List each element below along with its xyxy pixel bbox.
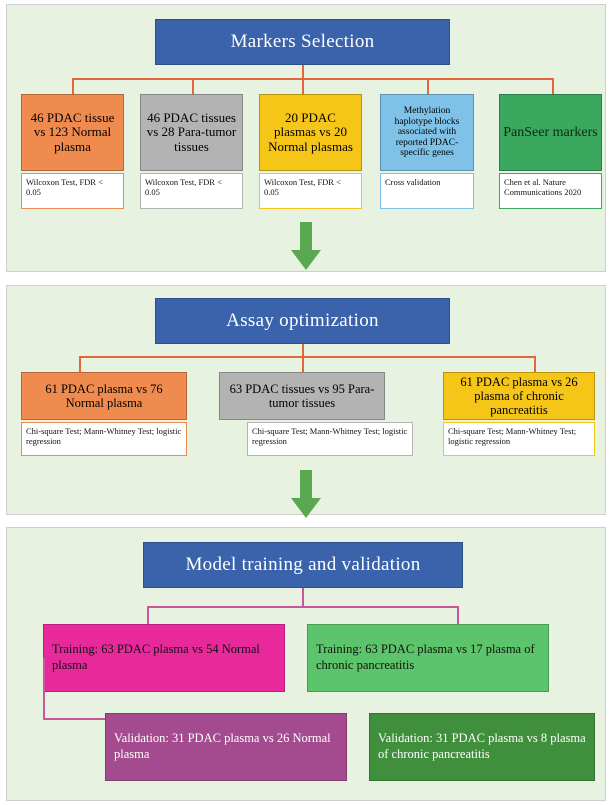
node-markers-2-sub-box	[140, 173, 243, 209]
node-assay-3	[443, 372, 595, 420]
node-assay-2	[219, 372, 385, 420]
node-assay-2-label: 63 PDAC tissues vs 95 Para-tumor tissues	[229, 382, 375, 410]
panel-header-markers-selection: Markers Selection	[155, 19, 450, 65]
connector-horizontal-main	[72, 78, 552, 80]
node-training-normal-label: Training: 63 PDAC plasma vs 54 Normal plasma	[52, 642, 260, 672]
connector-branch-2	[192, 78, 194, 94]
connector3-down-left	[43, 658, 45, 718]
node-markers-3	[259, 94, 362, 171]
node-assay-1-sub-box	[21, 422, 187, 456]
node-assay-1	[21, 372, 187, 420]
node-markers-5-sub-box	[499, 173, 602, 209]
connector3-branch-left	[147, 606, 149, 624]
node-assay-2-sub-text: Chi-square Test; Mann-Whitney Test; logistic regression	[252, 426, 408, 447]
connector-branch-5	[552, 78, 554, 94]
node-validation-normal	[105, 713, 347, 781]
connector3-branch-right	[457, 606, 459, 624]
node-markers-3-sub-text: Wilcoxon Test, FDR < 0.05	[264, 177, 341, 198]
node-markers-5-sub-text: Chen et al. Nature Communications 2020	[504, 177, 582, 198]
node-markers-1-sub-box	[21, 173, 124, 209]
node-markers-2-sub-text: Wilcoxon Test, FDR < 0.05	[145, 177, 222, 198]
node-markers-1	[21, 94, 124, 171]
connector3-horizontal-main	[147, 606, 457, 608]
connector2-horizontal-main	[79, 356, 534, 358]
connector2-branch-3	[534, 356, 536, 372]
node-assay-2-sub-box	[247, 422, 413, 456]
node-validation-pancreatitis	[369, 713, 595, 781]
down-arrow-1	[291, 222, 321, 270]
node-markers-3-sub-box	[259, 173, 362, 209]
node-markers-2-label: 46 PDAC tissues vs 28 Para-tumor tissues	[146, 109, 237, 154]
panel-model-training-validation	[6, 527, 606, 801]
node-assay-3-label: 61 PDAC plasma vs 26 plasma of chronic pancreatitis	[460, 375, 578, 417]
connector-vertical-main	[302, 65, 304, 78]
node-validation-pancreatitis-label: Validation: 31 PDAC plasma vs 8 plasma of chronic pancreatitis	[378, 731, 586, 761]
node-assay-3-sub-box	[443, 422, 595, 456]
node-assay-1-label: 61 PDAC plasma vs 76 Normal plasma	[45, 382, 163, 410]
node-training-pancreatitis	[307, 624, 549, 692]
connector2-branch-2	[302, 356, 304, 372]
node-assay-1-sub-text: Chi-square Test; Mann-Whitney Test; logistic regression	[26, 426, 182, 447]
down-arrow-2	[291, 470, 321, 518]
node-training-pancreatitis-label: Training: 63 PDAC plasma vs 17 plasma of chronic pancreatitis	[316, 642, 535, 672]
connector2-vertical-main	[302, 344, 304, 356]
connector-branch-4	[427, 78, 429, 94]
panel-header-model-training-validation: Model training and validation	[143, 542, 463, 588]
connector-branch-1	[72, 78, 74, 94]
node-assay-3-sub-text: Chi-square Test; Mann-Whitney Test; logistic regression	[448, 426, 577, 447]
node-markers-4-sub-text: Cross validation	[385, 177, 441, 187]
node-markers-4-sub-box	[380, 173, 474, 209]
connector3-vertical-main	[302, 588, 304, 606]
connector-branch-3	[302, 78, 304, 94]
node-markers-4	[380, 94, 474, 171]
node-markers-5	[499, 94, 602, 171]
node-markers-1-sub-text: Wilcoxon Test, FDR < 0.05	[26, 177, 103, 198]
node-markers-4-label: Methylation haplotype blocks associated with reported PDAC-specific genes	[394, 105, 460, 159]
connector3-left-to-validation	[43, 718, 105, 720]
node-markers-2	[140, 94, 243, 171]
node-markers-3-label: 20 PDAC plasmas vs 20 Normal plasmas	[268, 109, 353, 154]
connector2-branch-1	[79, 356, 81, 372]
node-training-normal	[43, 624, 285, 692]
node-markers-1-label: 46 PDAC tissue vs 123 Normal plasma	[30, 109, 115, 154]
node-markers-5-label: PanSeer markers	[503, 124, 598, 140]
panel-header-assay-optimization: Assay optimization	[155, 298, 450, 344]
node-validation-normal-label: Validation: 31 PDAC plasma vs 26 Normal plasma	[114, 731, 331, 761]
